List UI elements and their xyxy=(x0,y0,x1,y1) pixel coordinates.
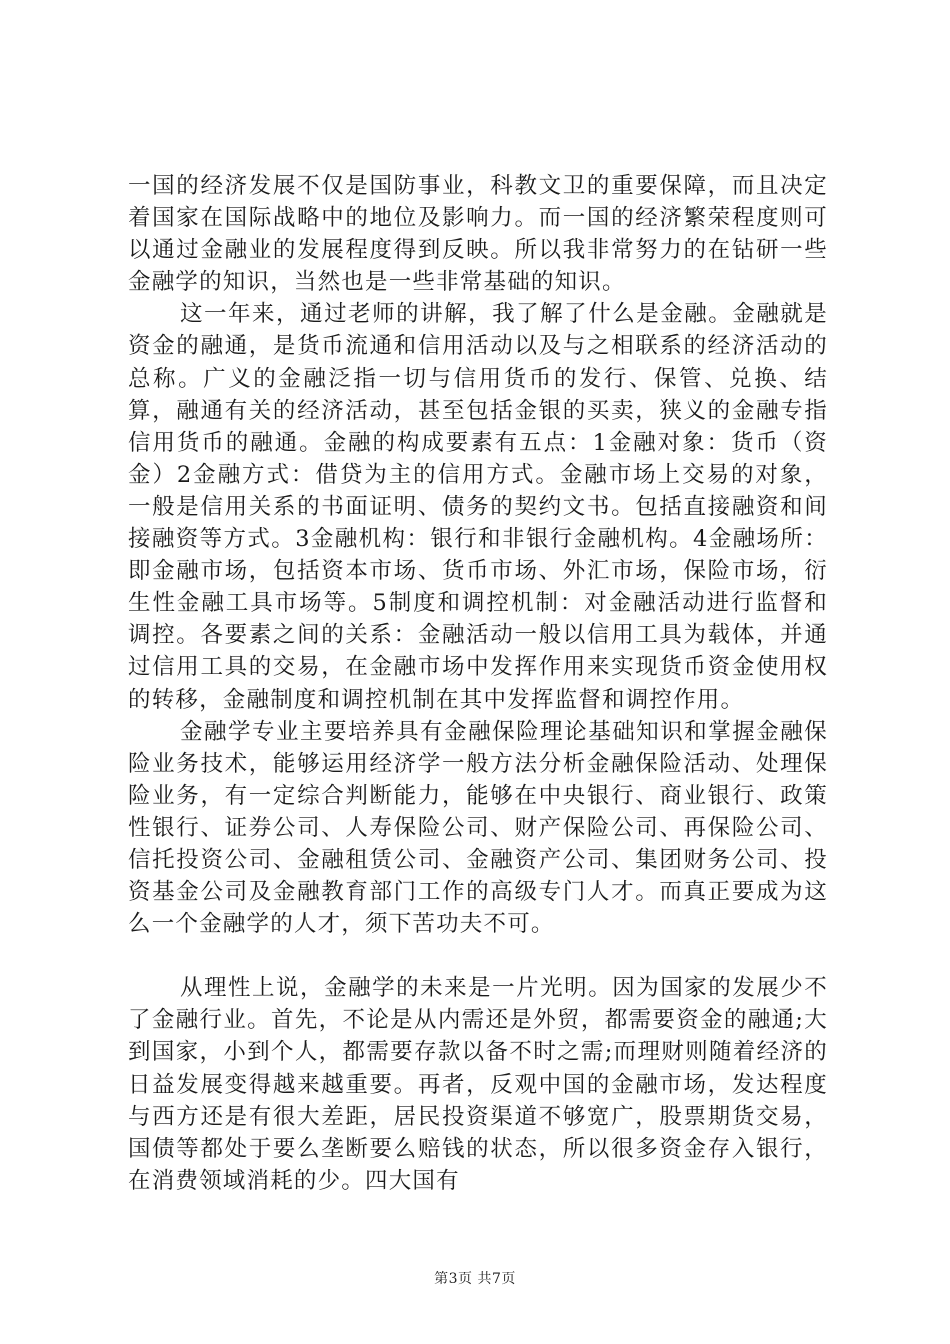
page-number-footer: 第3页 共7页 xyxy=(434,1271,516,1287)
paragraph-2: 这一年来，通过老师的讲解，我了解了什么是金融。金融就是资金的融通，是货币流通和信用活动以及与之相联系的经济活动的总称。广义的金融泛指一切与信用货币的发行、保管、兑换、结算，融通有关的经济活动，甚至包括金银的买卖，狭义的金融专指信用货币的融通。金融的构成要素有五点：1金融对象：货币（资金）2金融方式：借贷为主的信用方式。金融市场上交易的对象，一般是信用关系的书面证明、债务的契约文书。包括直接融资和间接融资等方式。3金融机构：银行和非银行金融机构。4金融场所：即金融市场，包括资本市场、货币市场、外汇市场，保险市场，衍生性金融工具市场等。5制度和调控机制：对金融活动进行监督和调控。各要素之间的关系：金融活动一般以信用工具为载体，并通过信用工具的交易，在金融市场中发挥作用来实现货币资金使用权的转移，金融制度和调控机制在其中发挥监督和调控作用。 xyxy=(128,301,828,713)
paragraph-4: 从理性上说，金融学的未来是一片光明。因为国家的发展少不了金融行业。首先，不论是从内需还是外贸，都需要资金的融通;大到国家，小到个人，都需要存款以备不时之需;而理财则随着经济的日益发展变得越来越重要。再者，反观中国的金融市场，发达程度与西方还是有很大差距，居民投资渠道不够宽广，股票期货交易，国债等都处于要么垄断要么赔钱的状态，所以很多资金存入银行，在消费领域消耗的少。四大国有 xyxy=(128,975,828,1194)
document-body xyxy=(128,170,828,1197)
paragraph-1: 一国的经济发展不仅是国防事业，科教文卫的重要保障，而且决定着国家在国际战略中的地位及影响力。而一国的经济繁荣程度则可以通过金融业的发展程度得到反映。所以我非常努力的在钻研一些金融学的知识，当然也是一些非常基础的知识。 xyxy=(128,173,828,296)
paragraph-3: 金融学专业主要培养具有金融保险理论基础知识和掌握金融保险业务技术，能够运用经济学一般方法分析金融保险活动、处理保险业务，有一定综合判断能力，能够在中央银行、商业银行、政策性银行、证券公司、人寿保险公司、财产保险公司、再保险公司、信托投资公司、金融租赁公司、金融资产公司、集团财务公司、投资基金公司及金融教育部门工作的高级专门人才。而真正要成为这么一个金融学的人才，须下苦功夫不可。 xyxy=(128,718,828,938)
paragraph-spacer xyxy=(128,940,828,972)
